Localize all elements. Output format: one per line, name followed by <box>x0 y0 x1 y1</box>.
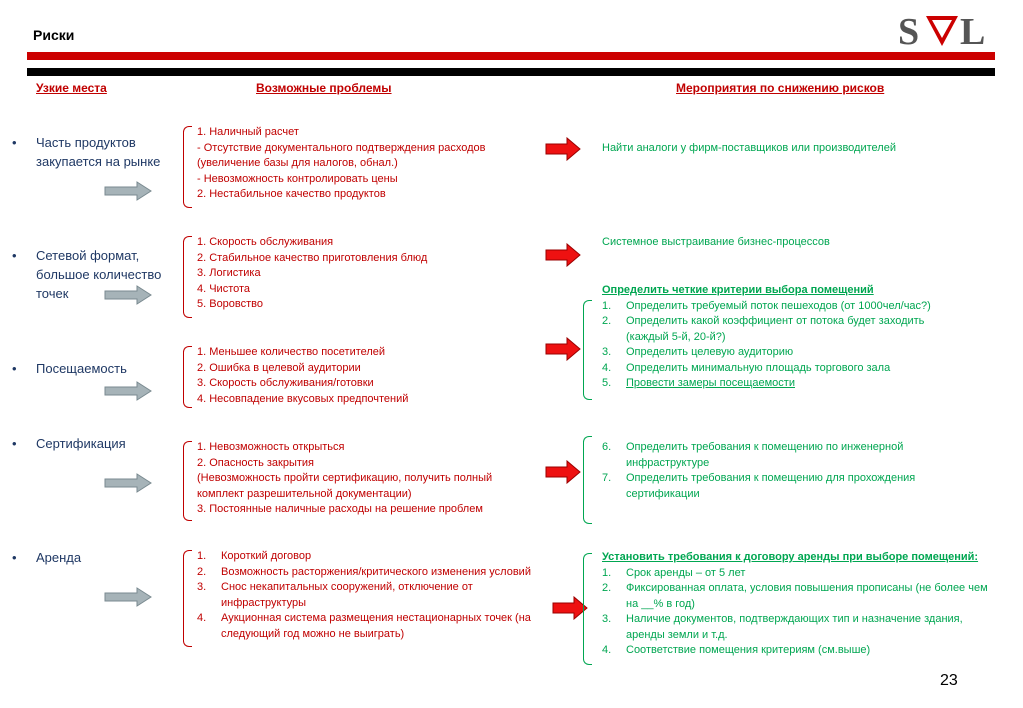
measure-bracket <box>583 553 592 665</box>
measure-bracket <box>583 436 592 524</box>
problem-bracket <box>183 236 192 318</box>
measure-item <box>602 376 982 392</box>
item-number: 1. <box>602 566 612 579</box>
item-number: 2. <box>602 315 612 327</box>
measure-item <box>602 314 966 345</box>
item-text: Наличие документов, подтверждающих тип и назначение здания, аренды земли и т.д. <box>626 613 963 641</box>
item-number: 2. <box>197 565 207 578</box>
problem-line: 3. Скорость обслуживания/готовки <box>197 377 374 389</box>
header-bottlenecks: Узкие места <box>36 81 107 95</box>
problem-line <box>197 549 569 565</box>
problem-line: 4. Чистота <box>197 282 251 295</box>
arrow-right-icon <box>104 587 152 607</box>
bullet: • <box>12 135 17 150</box>
top-black-bar <box>27 68 995 76</box>
item-number: 1. <box>602 299 612 312</box>
item-number: 4. <box>197 612 207 624</box>
header-measures: Мероприятия по снижению рисков <box>676 81 885 95</box>
problem-line <box>197 565 569 581</box>
problem-line: 1. Наличный расчет <box>197 126 299 138</box>
arrow-right-icon <box>104 285 152 305</box>
arrow-right-icon <box>104 181 152 201</box>
arrow-right-red-icon <box>545 243 581 267</box>
svg-text:S: S <box>898 11 920 50</box>
item-number: 7. <box>602 472 612 484</box>
arrow-right-red-icon <box>545 137 581 161</box>
item-text: Возможность расторжения/критического изменения условий <box>221 565 531 578</box>
item-text: Определить требуемый поток пешеходов (от 1000чел/час?) <box>626 299 931 312</box>
problem-list <box>197 235 427 313</box>
item-text: Определить минимальную площадь торгового зала <box>626 361 891 374</box>
problem-list <box>197 440 492 518</box>
slide-title: Риски <box>33 27 75 43</box>
problem-bracket <box>183 126 192 208</box>
bullet: • <box>12 436 17 451</box>
item-text: Короткий договор <box>221 550 312 562</box>
item-text: Определить целевую аудиторию <box>626 346 794 358</box>
problem-line: (Невозможность пройти сертификацию, получить полный <box>197 472 493 484</box>
problem-line: (увеличение базы для налогов, обнал.) <box>197 157 398 169</box>
bottleneck-label: Сетевой формат, большое количество точек <box>36 248 162 301</box>
bullet: • <box>12 361 17 376</box>
problem-line: 3. Логистика <box>197 267 261 279</box>
item-number: 4. <box>602 361 612 374</box>
bottleneck-label: Часть продуктов закупается на рынке <box>36 135 161 169</box>
problem-line: 3. Постоянные наличные расходы на решение проблем <box>197 503 483 515</box>
header-problems: Возможные проблемы <box>256 81 392 95</box>
item-number: 3. <box>602 613 612 625</box>
problem-bracket <box>183 346 192 408</box>
problem-line: 1. Меньшее количество посетителей <box>197 346 386 358</box>
problem-line <box>197 611 569 642</box>
arrow-right-red-icon <box>545 460 581 484</box>
problem-line: 5. Воровство <box>197 298 264 310</box>
page-number: 23 <box>940 672 958 689</box>
svl-logo <box>896 10 996 50</box>
measure-item <box>602 566 1000 582</box>
bullet: • <box>12 550 17 565</box>
item-text: Аукционная система размещения нестационарных точек (на следующий год можно не выиграть) <box>221 612 531 640</box>
item-text: Определить требования к помещению по инженерной инфраструктуре <box>626 441 904 469</box>
top-red-bar <box>27 52 995 60</box>
measure-item <box>602 299 982 315</box>
item-number: 3. <box>197 581 207 593</box>
bottleneck-label: Сертификация <box>36 436 126 451</box>
measure-item <box>602 471 956 502</box>
problem-bracket <box>183 550 192 647</box>
arrow-right-icon <box>104 381 152 401</box>
measure-heading: Определить четкие критерии выбора помещений <box>602 284 874 296</box>
measure-item <box>602 612 976 643</box>
item-text: Фиксированная оплата, условия повышения прописаны (не более чем на __% в год) <box>626 582 988 610</box>
problem-line: 2. Нестабильное качество продуктов <box>197 188 386 200</box>
problem-line: 2. Стабильное качество приготовления блюд <box>197 251 428 264</box>
measure-list <box>602 440 952 502</box>
measure-item <box>602 345 982 361</box>
svg-text:L: L <box>960 11 986 50</box>
item-text: Снос некапитальных сооружений, отключение от инфраструктуры <box>221 581 473 609</box>
problem-list <box>197 125 485 203</box>
problem-line: 2. Опасность закрытия <box>197 456 315 469</box>
measure-item <box>602 440 952 471</box>
item-text: Соответствие помещения критериям (см.выше) <box>626 644 871 656</box>
item-number: 1. <box>197 550 207 562</box>
item-number: 2. <box>602 582 612 594</box>
arrow-right-red-icon <box>545 337 581 361</box>
measure-text: Системное выстраивание бизнес-процессов <box>602 236 830 248</box>
measure-item <box>602 643 1000 659</box>
problem-line: 1. Невозможность открыться <box>197 441 345 453</box>
problem-list <box>197 549 569 642</box>
problem-line <box>197 580 511 611</box>
item-text: Провести замеры посещаемости <box>626 377 795 389</box>
measure-bracket <box>583 300 592 400</box>
measure-text: Найти аналоги у фирм-поставщиков или производителей <box>602 142 896 154</box>
measure-list <box>602 550 1000 659</box>
bottleneck-label: Посещаемость <box>36 361 127 376</box>
item-number: 4. <box>602 644 612 656</box>
item-text: Срок аренды – от 5 лет <box>626 566 746 579</box>
item-text: Определить какой коэффициент от потока будет заходить (каждый 5-й, 20-й?) <box>626 315 925 343</box>
bottleneck-label: Аренда <box>36 550 82 565</box>
problem-bracket <box>183 441 192 521</box>
problem-list <box>197 345 408 407</box>
measure-item <box>602 361 982 377</box>
item-text: Определить требования к помещению для прохождения сертификации <box>626 472 916 500</box>
problem-line: - Невозможность контролировать цены <box>197 172 398 185</box>
item-number: 3. <box>602 346 612 358</box>
item-number: 6. <box>602 441 612 453</box>
item-number: 5. <box>602 377 612 389</box>
arrow-right-icon <box>104 473 152 493</box>
measure-heading: Установить требования к договору аренды при выборе помещений: <box>602 551 979 563</box>
measure-list <box>602 283 982 392</box>
problem-line: 1. Скорость обслуживания <box>197 236 334 248</box>
problem-line: комплект разрешительной документации) <box>197 487 412 500</box>
problem-line: 2. Ошибка в целевой аудитории <box>197 361 361 374</box>
measure-item <box>602 581 1000 612</box>
problem-line: - Отсутствие документального подтверждения расходов <box>197 141 486 154</box>
bullet: • <box>12 248 17 263</box>
problem-line: 4. Несовпадение вкусовых предпочтений <box>197 392 409 405</box>
